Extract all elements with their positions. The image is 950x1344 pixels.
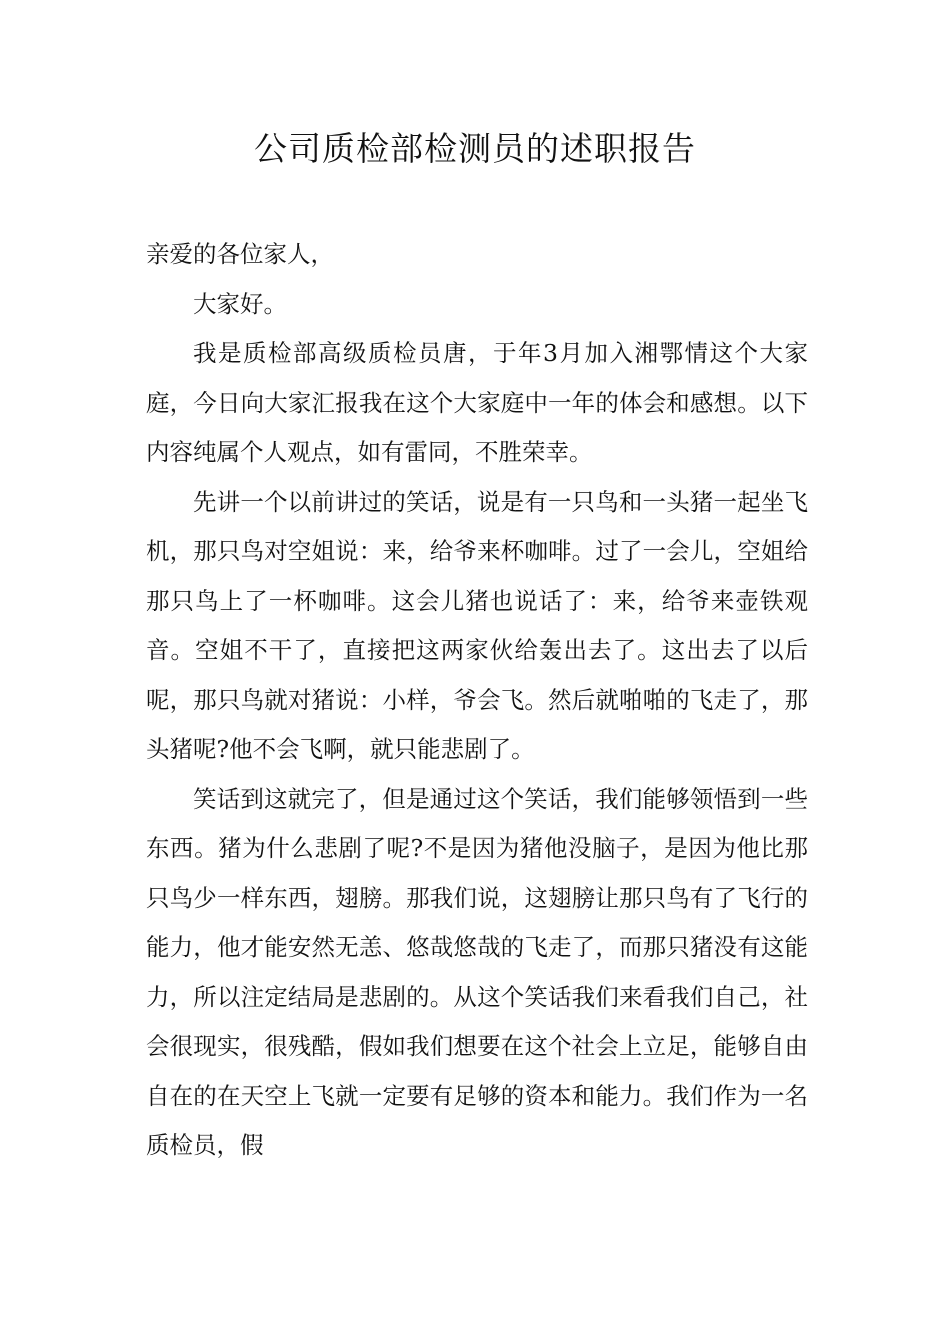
document-body <box>146 230 808 1171</box>
paragraph-reflection: 笑话到这就完了，但是通过这个笑话，我们能够领悟到一些东西。猪为什么悲剧了呢?不是因为猪他没脑子，是因为他比那只鸟少一样东西，翅膀。那我们说，这翅膀让那只鸟有了飞行的能力，他才能安然无恙、悠哉悠哉的飞走了，而那只猪没有这能力，所以注定结局是悲剧的。从这个笑话我们来看我们自己，社会很现实，很残酷，假如我们想要在这个社会上立足，能够自由自在的在天空上飞就一定要有足够的资本和能力。我们作为一名质检员，假 <box>146 784 808 1159</box>
paragraph-introduction: 我是质检部高级质检员唐，于年3月加入湘鄂情这个大家庭，今日向大家汇报我在这个大家庭中一年的体会和感想。以下内容纯属个人观点，如有雷同，不胜荣幸。 <box>146 339 808 466</box>
paragraph-greeting: 大家好。 <box>193 289 287 318</box>
document-title: 公司质检部检测员的述职报告 <box>254 129 696 168</box>
paragraph-joke: 先讲一个以前讲过的笑话，说是有一只鸟和一头猪一起坐飞机，那只鸟对空姐说：来，给爷来杯咖啡。过了一会儿，空姐给那只鸟上了一杯咖啡。这会儿猪也说话了：来，给爷来壶铁观音。空姐不干了，直接把这两家伙给轰出去了。这出去了以后呢，那只鸟就对猪说：小样，爷会飞。然后就啪啪的飞走了，那头猪呢?他不会飞啊，就只能悲剧了。 <box>146 487 808 763</box>
salutation: 亲爱的各位家人， <box>146 240 334 268</box>
